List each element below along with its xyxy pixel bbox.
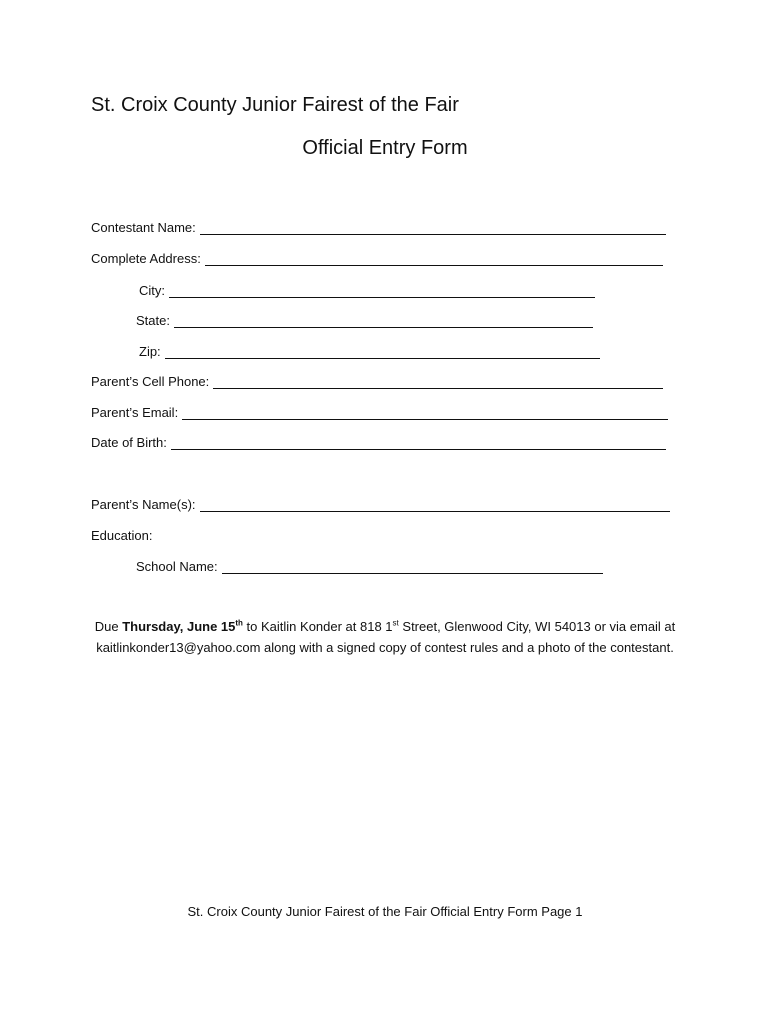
date-of-birth-row [91, 432, 666, 450]
parent-email-blank[interactable] [182, 405, 668, 420]
contestant-name-blank[interactable] [200, 220, 666, 235]
city-row [139, 280, 595, 298]
state-row [136, 310, 593, 328]
city-blank[interactable] [169, 283, 595, 298]
date-of-birth-blank[interactable] [171, 435, 666, 450]
notice-text-1: to Kaitlin Konder at 818 1 [242, 619, 393, 634]
notice-due-prefix: Due [94, 619, 123, 634]
parent-names-label: Parent’s Name(s): [91, 497, 196, 512]
complete-address-row [91, 248, 663, 266]
date-of-birth-label: Date of Birth: [91, 435, 167, 450]
state-label: State: [136, 313, 170, 328]
school-name-row [136, 556, 603, 574]
page-title: St. Croix County Junior Fairest of the Fair [91, 94, 459, 116]
page-footer: St. Croix County Junior Fairest of the Fair Official Entry Form Page 1 [187, 904, 583, 919]
contestant-name-label: Contestant Name: [91, 220, 196, 235]
parent-names-row [91, 494, 670, 512]
notice-text-2: Street, Glenwood City, WI 54013 or via email at kaitlinkonder13@yahoo.com along with a signed copy of contest rules and a photo of the contestant. [96, 619, 676, 655]
parent-email-label: Parent’s Email: [91, 405, 179, 420]
education-row [91, 525, 152, 543]
zip-blank[interactable] [165, 344, 600, 359]
education-label: Education: [91, 528, 153, 543]
notice-ordinal: st [392, 618, 399, 628]
notice-due-date: Thursday, June 15th [122, 618, 243, 634]
state-blank[interactable] [174, 313, 593, 328]
parent-cell-phone-row [91, 371, 663, 389]
parent-email-row [91, 402, 668, 420]
due-date-notice [80, 616, 690, 658]
school-name-blank[interactable] [222, 559, 603, 574]
school-name-label: School Name: [136, 559, 218, 574]
parent-names-blank[interactable] [200, 497, 670, 512]
zip-row [139, 341, 600, 359]
zip-label: Zip: [139, 344, 161, 359]
complete-address-blank[interactable] [205, 251, 663, 266]
complete-address-label: Complete Address: [91, 251, 201, 266]
parent-cell-phone-blank[interactable] [213, 374, 663, 389]
parent-cell-phone-label: Parent’s Cell Phone: [91, 374, 210, 389]
city-label: City: [139, 283, 165, 298]
form-subtitle: Official Entry Form [302, 137, 468, 159]
contestant-name-row [91, 217, 666, 235]
